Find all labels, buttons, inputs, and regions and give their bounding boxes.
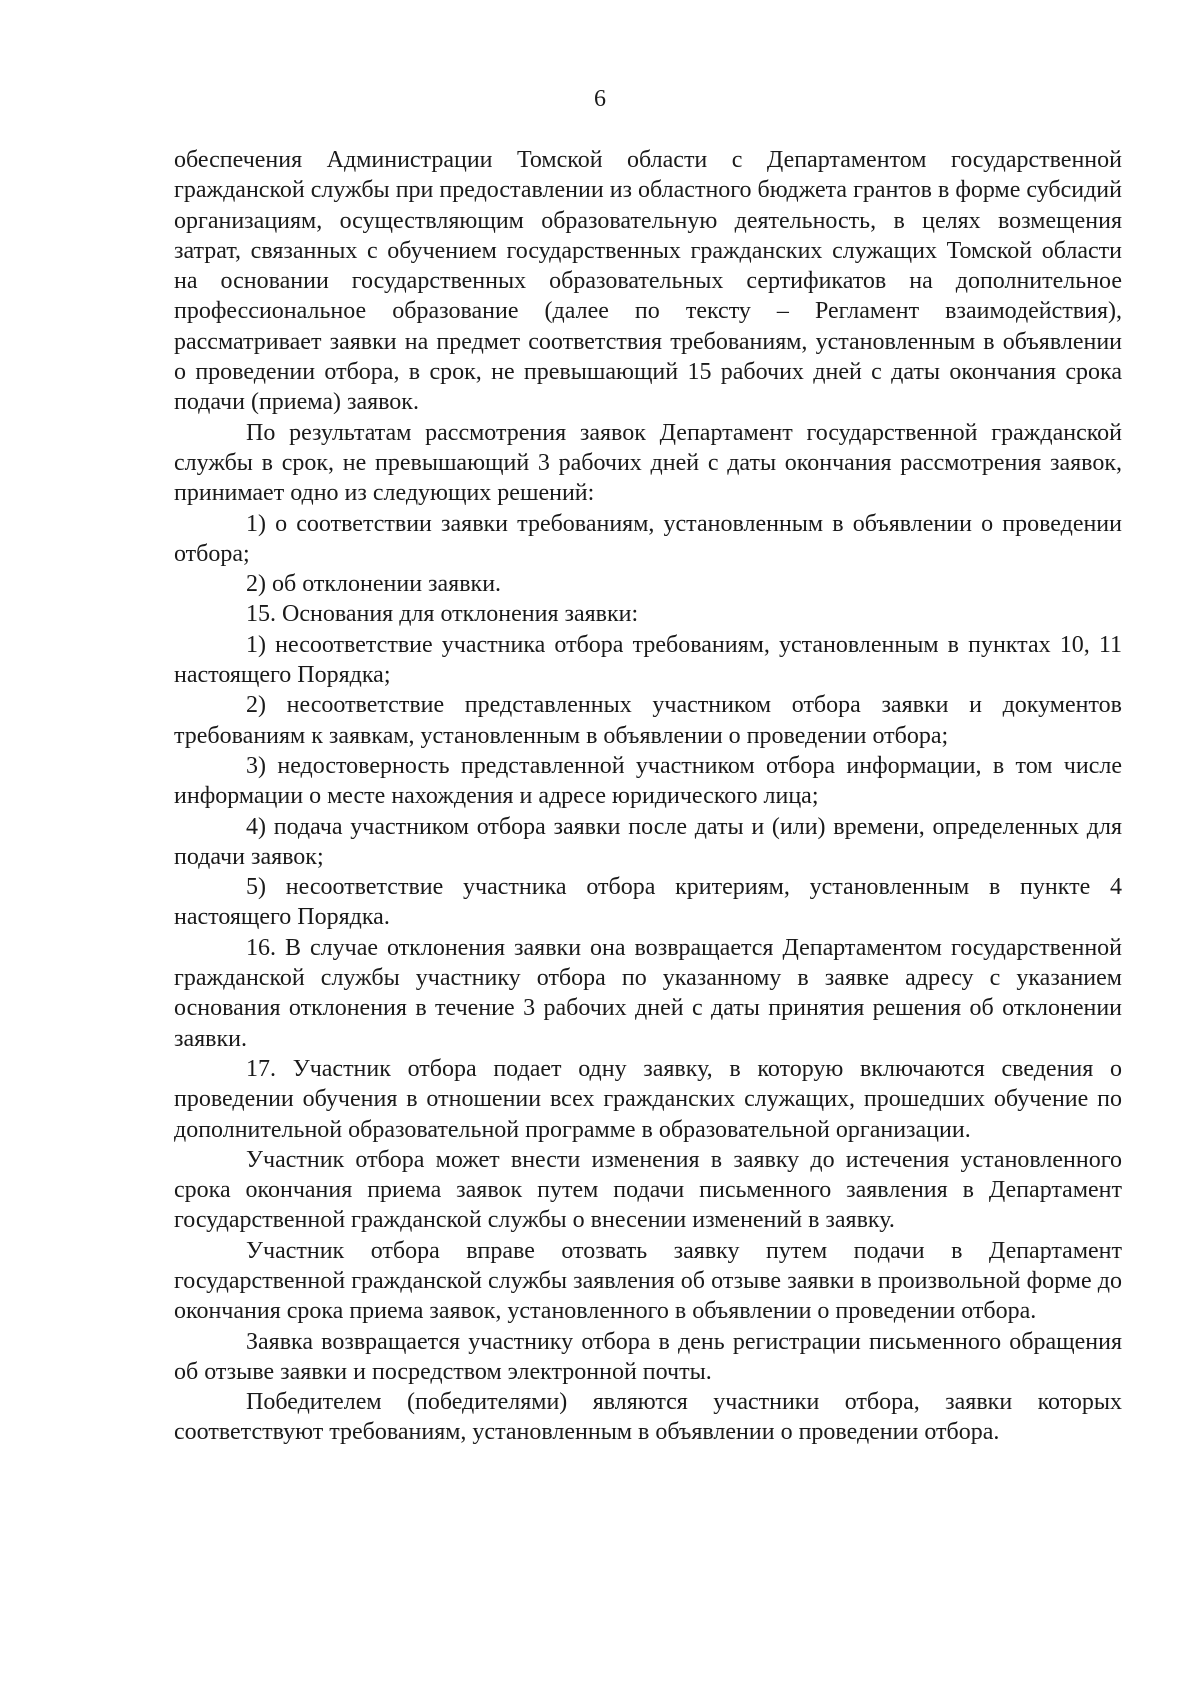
list-item: 1) о соответствии заявки требованиям, установленным в объявлении о проведении отбора; — [174, 510, 1122, 567]
paragraph: Участник отбора вправе отозвать заявку путем подачи в Департамент государственной гражданской службы заявления об отзыве заявки в произвольной форме до окончания срока приема заявок, установленного в объявлении о проведении отбора. — [174, 1237, 1122, 1325]
paragraph: 16. В случае отклонения заявки она возвращается Департаментом государственной гражданской службы участнику отбора по указанному в заявке адресу с указанием основания отклонения в течение 3 рабочих дней с даты принятия решения об отклонении заявки. — [174, 934, 1122, 1052]
section-heading: 15. Основания для отклонения заявки: — [246, 601, 639, 628]
document-body — [174, 145, 1122, 1448]
list-item: 5) несоответствие участника отбора критериям, установленным в пункте 4 настоящего Порядка. — [174, 874, 1122, 931]
page-number: 6 — [594, 86, 606, 112]
paragraph: Участник отбора может внести изменения в заявку до истечения установленного срока окончания приема заявок путем подачи письменного заявления в Департамент государственной гражданской службы о внесении изменений в заявку. — [174, 1146, 1122, 1234]
list-item: 1) несоответствие участника отбора требованиям, установленным в пунктах 10, 11 настоящего Порядка; — [174, 631, 1122, 689]
paragraph: 17. Участник отбора подает одну заявку, в которую включаются сведения о проведении обучения в отношении всех гражданских служащих, прошедших обучение по дополнительной образовательной программе в образовательной организации. — [174, 1055, 1122, 1143]
paragraph: По результатам рассмотрения заявок Департамент государственной гражданской службы в срок, не превышающий 3 рабочих дней с даты окончания рассмотрения заявок, принимает одно из следующих решений: — [174, 419, 1122, 507]
paragraph: обеспечения Администрации Томской области с Департаментом государственной гражданской службы при предоставлении из областного бюджета грантов в форме субсидий организациям, осуществляющим образовательную деятельность, в целях возмещения затрат, связанных с обучением государственных гражданских служащих Томской области на основании государственных образовательных сертификатов на дополнительное профессиональное образование (далее по тексту – Регламент взаимодействия), рассматривает заявки на предмет соответствия требованиям, установленным в объявлении о проведении отбора, в срок, не превышающий 15 рабочих дней с даты окончания срока подачи (приема) заявок. — [174, 147, 1122, 416]
list-item: 3) недостоверность представленной участником отбора информации, в том числе информации о месте нахождения и адресе юридического лица; — [174, 752, 1122, 810]
paragraph: Победителем (победителями) являются участники отбора, заявки которых соответствуют требованиям, установленным в объявлении о проведении отбора. — [174, 1389, 1122, 1446]
paragraph: Заявка возвращается участнику отбора в день регистрации письменного обращения об отзыве заявки и посредством электронной почты. — [174, 1328, 1122, 1385]
list-item: 2) несоответствие представленных участником отбора заявки и документов требованиям к заявкам, установленным в объявлении о проведении отбора; — [174, 692, 1122, 749]
list-item: 4) подача участником отбора заявки после даты и (или) времени, определенных для подачи заявок; — [174, 813, 1122, 870]
list-item: 2) об отклонении заявки. — [246, 571, 502, 598]
